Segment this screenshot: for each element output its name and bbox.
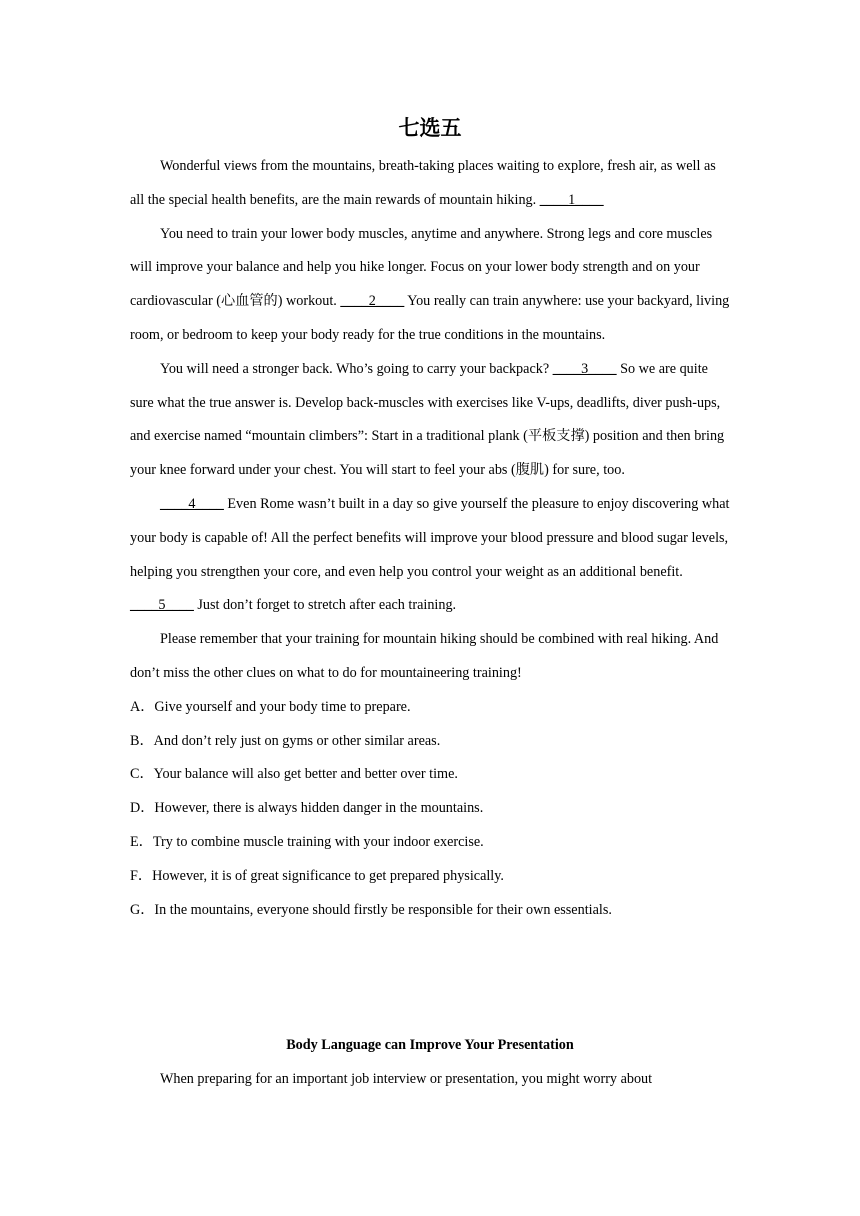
blank-3: ____3____ (552, 360, 617, 377)
blank-4: ____4____ (160, 495, 224, 512)
paragraph-text: You will need a stronger back. Who’s going to carry your backpack? (160, 360, 553, 377)
paragraph-1 (130, 150, 730, 218)
paragraph-text: So we are quite sure what the true answer is. Develop back-muscles with exercises like V-ups, deadlifts, diver push-ups, and exercise named “mountain climbers”: Start in a traditional plank (平板支撑) position and then bring your knee forward under your chest. You will start to feel your abs (腹肌) for sure, too. (130, 360, 725, 479)
paragraph-text: You really can train anywhere: use your backyard, living room, or bedroom to keep your body ready for the true conditions in the mountains. (130, 293, 730, 343)
paragraph-text: When preparing for an important job interview or presentation, you might worry about (160, 1070, 653, 1087)
option-c: C．Your balance will also get better and better over time. (130, 766, 458, 783)
paragraph-5 (130, 623, 730, 691)
option-f: F．However, it is of great significance to get prepared physically. (130, 867, 504, 884)
option-g: G．In the mountains, everyone should firstly be responsible for their own essentials. (130, 901, 612, 918)
paragraph-2 (130, 218, 730, 353)
paragraph-text: Just don’t forget to stretch after each training. (193, 597, 457, 614)
passage (130, 150, 730, 927)
paragraph-4 (130, 488, 730, 623)
paragraph-text: Even Rome wasn’t built in a day so give yourself the pleasure to enjoy discovering what your body is capable of! All the perfect benefits will improve your blood pressure and blood sugar levels, helping you strengthen your core, and even help you control your weight as an additional benefit. (130, 495, 730, 580)
option-d: D．However, there is always hidden danger in the mountains. (130, 800, 484, 817)
paragraph-text: Please remember that your training for mountain hiking should be combined with real hiking. And don’t miss the other clues on what to do for mountaineering training! (130, 631, 719, 681)
blank-5: ____5____ (130, 597, 194, 614)
section-heading: Body Language can Improve Your Presentation (286, 1037, 574, 1053)
paragraph-3 (130, 353, 730, 488)
paragraph-text: You need to train your lower body muscles, anytime and anywhere. Strong legs and core muscles will improve your balance and help you hike longer. Focus on your lower body strength and on your cardiovascular (心血管的) workout. (130, 225, 713, 310)
option-e: E．Try to combine muscle training with your indoor exercise. (130, 833, 484, 850)
page-title: 七选五 (398, 116, 462, 140)
option-b: B．And don’t rely just on gyms or other similar areas. (130, 732, 441, 749)
paragraph-text: Wonderful views from the mountains, breath-taking places waiting to explore, fresh air, as well as all the special health benefits, are the main rewards of mountain hiking. (130, 158, 716, 208)
blank-1: ____1____ (539, 191, 604, 208)
option-a: A．Give yourself and your body time to prepare. (130, 698, 411, 715)
blank-2: ____2____ (340, 293, 405, 310)
second-passage (130, 1029, 730, 1097)
